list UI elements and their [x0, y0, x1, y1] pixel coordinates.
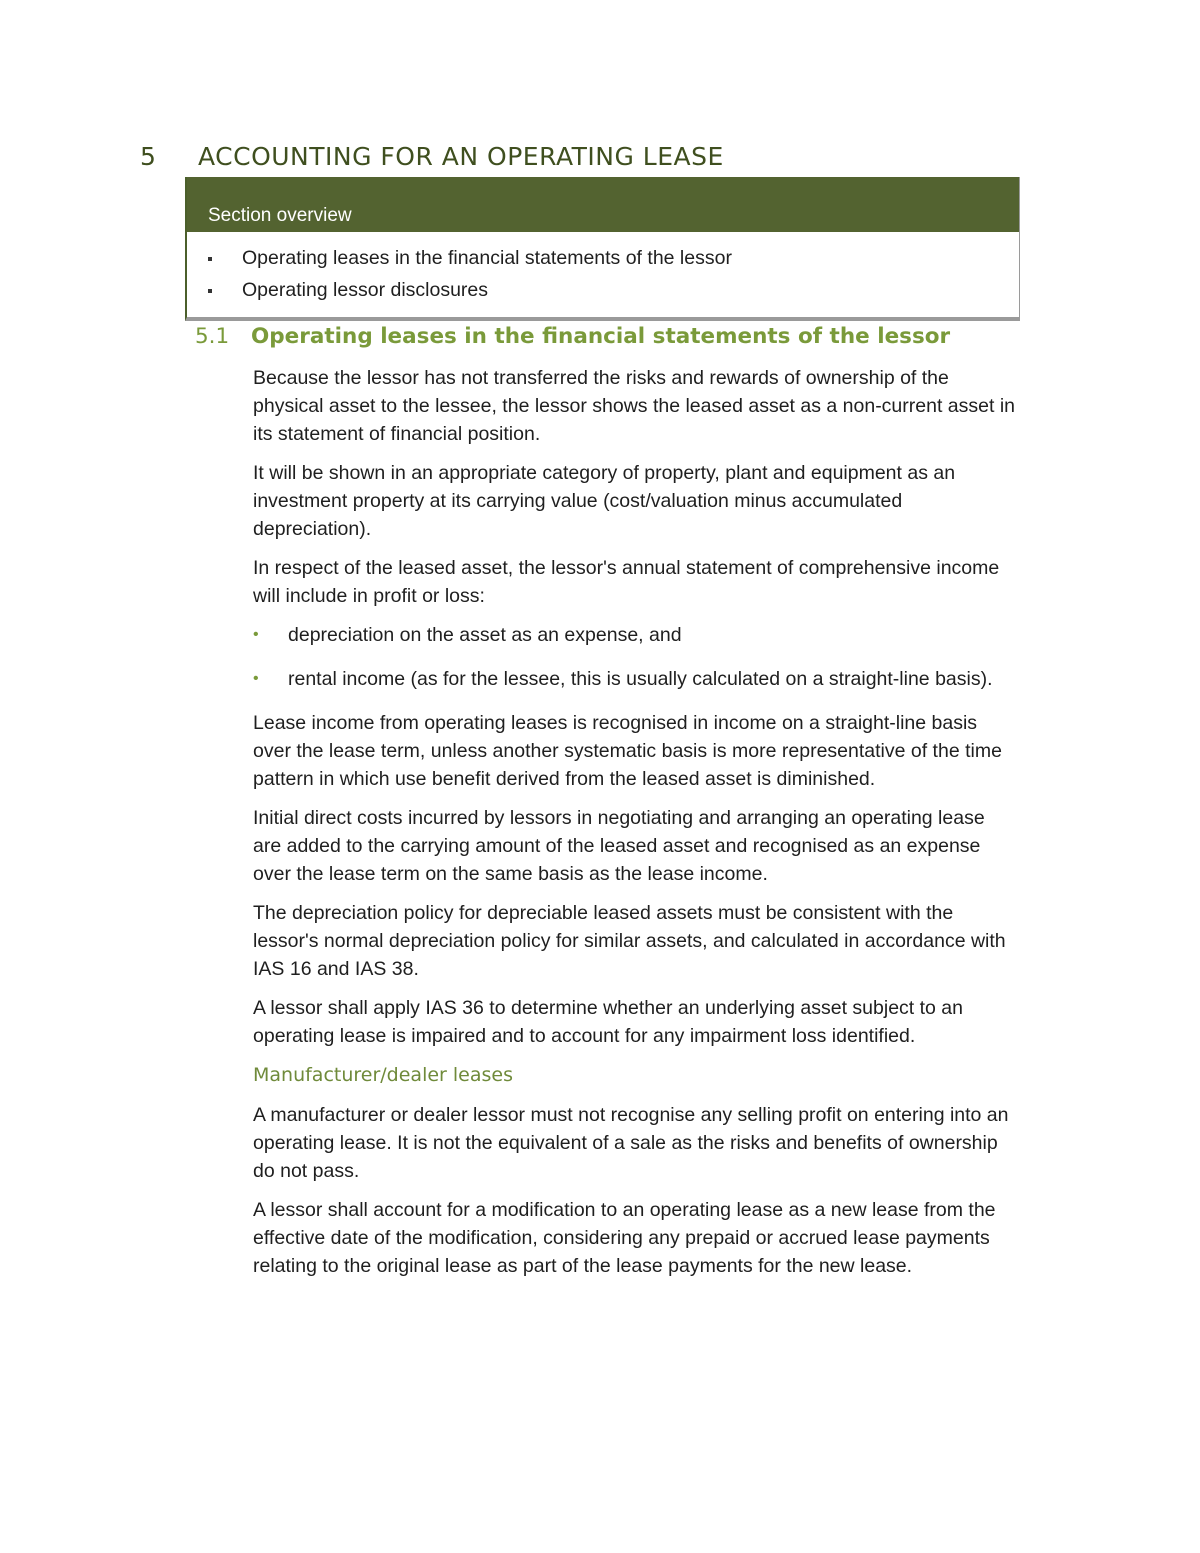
body-paragraph: Initial direct costs incurred by lessors in negotiating and arranging an operating lease are added to the carrying amount of the leased asset and recognised as an expense over the lease term on the same basis as the lease income. [253, 807, 985, 885]
body-paragraph: It will be shown in an appropriate category of property, plant and equipment as an investment property at its carrying value (cost/valuation minus accumulated depreciation). [253, 462, 956, 540]
section-body [253, 364, 1018, 1291]
section-overview-item [187, 278, 1019, 310]
bullet-icon: • [253, 670, 259, 687]
section-number: 5.1 [195, 324, 230, 349]
section-overview-box [185, 177, 1020, 321]
section-overview-list [187, 232, 1019, 310]
profit-or-loss-list [253, 621, 1018, 693]
chapter-heading [140, 142, 724, 171]
section-title: Operating leases in the financial statements of the lessor [251, 324, 951, 349]
body-paragraph: A lessor shall apply IAS 36 to determine whether an underlying asset subject to an operating lease is impaired and to account for any impairment loss identified. [253, 997, 963, 1047]
section-heading [195, 324, 950, 349]
chapter-number: 5 [140, 142, 157, 171]
chapter-title: ACCOUNTING FOR AN OPERATING LEASE [198, 142, 724, 171]
body-paragraph: In respect of the leased asset, the lessor's annual statement of comprehensive income will include in profit or loss: [253, 557, 1000, 607]
section-overview-item-text: Operating lessor disclosures [242, 279, 489, 301]
section-overview-item [187, 246, 1019, 278]
square-bullet-icon [208, 289, 212, 293]
section-overview-heading: Section overview [187, 177, 1019, 232]
list-item [253, 621, 1018, 649]
body-paragraph: Lease income from operating leases is recognised in income on a straight-line basis over the lease term, unless another systematic basis is more representative of the time pattern in which use benefit derived from the leased asset is diminished. [253, 712, 1002, 790]
body-paragraph: A lessor shall account for a modification to an operating lease as a new lease from the effective date of the modification, considering any prepaid or accrued lease payments relating to the original lease as part of the lease payments for the new lease. [253, 1199, 996, 1277]
list-item-text: rental income (as for the lessee, this is usually calculated on a straight-line basis). [288, 668, 993, 690]
body-paragraph: A manufacturer or dealer lessor must not recognise any selling profit on entering into an operating lease. It is not the equivalent of a sale as the risks and benefits of ownership do not pass. [253, 1104, 1009, 1182]
body-paragraph: The depreciation policy for depreciable leased assets must be consistent with the lessor's normal depreciation policy for similar assets, and calculated in accordance with IAS 16 and IAS 38. [253, 902, 1006, 980]
list-item-text: depreciation on the asset as an expense, and [288, 624, 682, 646]
body-paragraph: Because the lessor has not transferred the risks and rewards of ownership of the physical asset to the lessee, the lessor shows the leased asset as a non-current asset in its statement of financial position. [253, 367, 1015, 445]
subheading: Manufacturer/dealer leases [253, 1064, 513, 1086]
square-bullet-icon [208, 257, 212, 261]
section-overview-item-text: Operating leases in the financial statements of the lessor [242, 247, 732, 269]
list-item [253, 665, 1018, 693]
bullet-icon: • [253, 626, 259, 643]
